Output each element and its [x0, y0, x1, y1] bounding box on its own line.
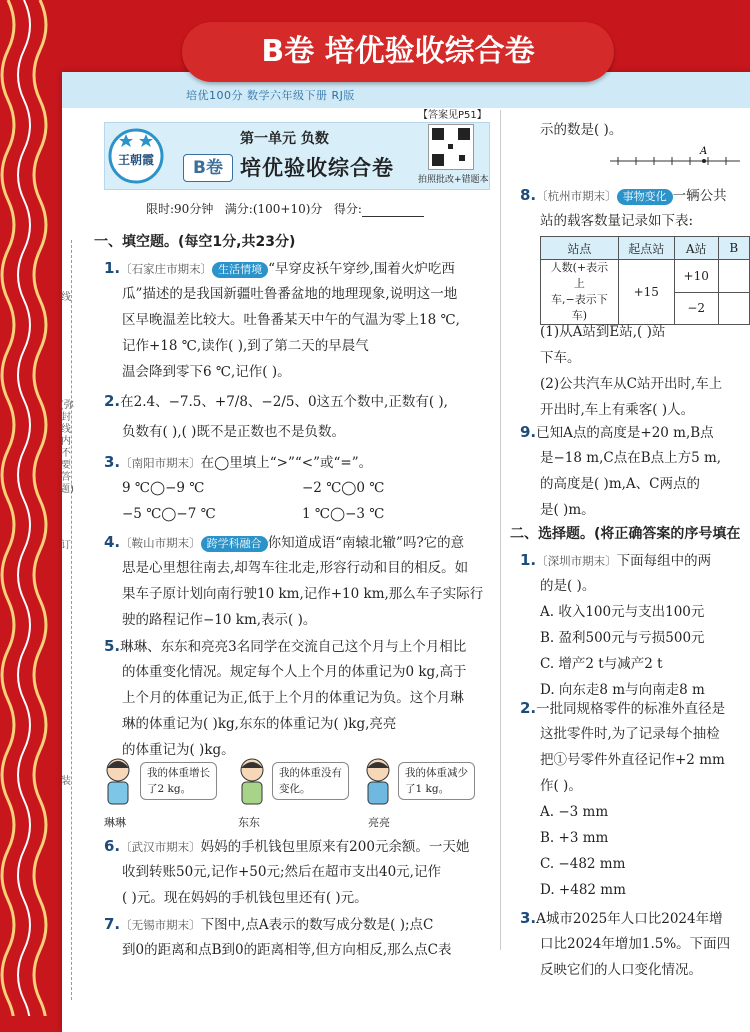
- question-4-line-4: 驶的路程记作−10 km,表示( )。: [122, 612, 317, 628]
- question-source: 〔武汉市期末〕: [120, 840, 201, 854]
- boy-illustration-liangliang: [358, 756, 398, 812]
- logo-text: 王朝霞: [117, 153, 155, 167]
- question-9-line-2: 是−18 m,C点在B点上方5 m,: [540, 450, 722, 466]
- question-number: 3.: [104, 453, 121, 471]
- table-header: 站点: [541, 237, 619, 260]
- section-multiple-choice: 二、选择题。(将正确答案的序号填在: [510, 526, 741, 542]
- time-limit: 限时:90分钟: [146, 202, 214, 216]
- question-text: 妈妈的手机钱包里原来有200元余额。一天她: [200, 839, 470, 855]
- page-banner-title: B卷 培优验收综合卷: [182, 22, 614, 82]
- publisher-logo: [108, 124, 164, 186]
- point-a-label: A: [700, 146, 708, 157]
- question-number: 5.: [104, 637, 121, 655]
- question-number: 9.: [520, 423, 537, 441]
- question-5-line-1: [104, 634, 466, 660]
- question-8-sub-1b: 下车。: [540, 350, 581, 366]
- table-row-label: 人数(+表示上 车,−表示下车): [541, 260, 619, 325]
- side-note: (弥封线内不要答题): [60, 400, 74, 495]
- table-cell: [718, 260, 749, 293]
- choice-1-line-1: [520, 548, 711, 574]
- choice-3-line-3: 反映它们的人口变化情况。: [540, 962, 702, 978]
- question-7-line-1: [104, 912, 433, 938]
- table-header: B: [718, 237, 749, 260]
- question-1-line-1: [104, 256, 455, 282]
- question-number: 2.: [520, 699, 537, 717]
- question-tag: 生活情境: [212, 262, 268, 278]
- question-6-line-2: 收到转账50元,记作+50元;然后在超市支出40元,记作: [122, 864, 441, 880]
- question-number: 4.: [104, 533, 121, 551]
- side-label-ding: 订: [61, 540, 71, 551]
- question-5-line-4: 琳的体重记为( )kg,东东的体重记为( )kg,亮亮: [122, 716, 397, 732]
- choice-3-line-1: [520, 906, 723, 932]
- question-7-line-2: 到0的距离和点B到0的距离相等,但方向相反,那么点C表: [122, 942, 452, 958]
- question-1-line-3: 区早晚温差比较大。吐鲁番某天中午的气温为零上18 ℃,: [122, 312, 460, 328]
- answer-reference: 【答案见P51】: [418, 110, 487, 121]
- table-header: A站: [674, 237, 718, 260]
- kid-name-linlin: 琳琳: [104, 816, 126, 829]
- qr-code[interactable]: [428, 124, 474, 170]
- table-header: 起点站: [618, 237, 674, 260]
- question-4-line-1: [104, 530, 464, 556]
- question-text: 你知道成语“南辕北辙”吗?它的意: [267, 535, 465, 551]
- table-cell: −2: [674, 292, 718, 325]
- question-number: 7.: [104, 915, 121, 933]
- choice-option[interactable]: D. 向东走8 m与向南走8 m: [540, 682, 705, 698]
- question-number: 2.: [104, 392, 121, 410]
- choice-option[interactable]: A. 收入100元与支出100元: [540, 604, 705, 620]
- question-5-line-2: 的体重变化情况。规定每个人上个月的体重记为0 kg,高于: [122, 664, 467, 680]
- question-source: 〔鞍山市期末〕: [120, 536, 201, 550]
- question-6-line-3: ( )元。现在妈妈的手机钱包里还有( )元。: [122, 890, 368, 906]
- passenger-table: [540, 236, 750, 325]
- compare-item-a[interactable]: 9 ℃◯−9 ℃: [122, 480, 205, 496]
- table-cell: +10: [674, 260, 718, 293]
- qr-icon: [429, 125, 473, 169]
- question-9-line-4: 是( )m。: [540, 502, 595, 518]
- question-source: 〔无锡市期末〕: [120, 918, 201, 932]
- question-9-line-3: 的高度是( )m,A、C两点的: [540, 476, 700, 492]
- question-source: 〔深圳市期末〕: [536, 554, 617, 568]
- book-series-label: 培优100分 数学六年级下册 RJ版: [186, 89, 355, 102]
- question-2-line-2: 负数有( ),( )既不是正数也不是负数。: [122, 424, 345, 440]
- question-number: 8.: [520, 186, 537, 204]
- question-1-line-2: 瓜”描述的是我国新疆吐鲁番盆地的地理现象,说明这一地: [122, 286, 458, 302]
- question-3-line-1: [104, 450, 372, 476]
- question-text: 在◯里填上“>”“<”或“=”。: [200, 455, 373, 471]
- choice-option[interactable]: C. 增产2 t与减产2 t: [540, 656, 663, 672]
- choice-1-line-2: 的是( )。: [540, 578, 596, 594]
- question-text: 下面每组中的两: [616, 553, 712, 569]
- question-text: 已知A点的高度是+20 m,B点: [536, 425, 714, 441]
- question-text: 在2.4、−7.5、+7/8、−2/5、0这五个数中,正数有( ),: [120, 394, 448, 410]
- side-label-zhuang: 装: [61, 776, 71, 787]
- question-8-sub-2: (2)公共汽车从C站开出时,车上: [540, 376, 723, 392]
- compare-item-b[interactable]: −2 ℃◯0 ℃: [302, 480, 385, 496]
- question-tag: 跨学科融合: [201, 536, 268, 552]
- question-text: 琳琳、东东和亮亮3名同学在交流自己这个月与上个月相比: [120, 639, 467, 655]
- question-source: 〔杭州市期末〕: [536, 189, 617, 203]
- question-5-line-3: 上个月的体重记为正,低于上个月的体重记为负。这个月琳: [122, 690, 464, 706]
- question-4-line-2: 思是心里想往南去,却驾车往北走,形容行动和目的相反。如: [122, 560, 469, 576]
- score-blank[interactable]: [362, 204, 424, 217]
- column-divider: [500, 110, 501, 950]
- girl-illustration: [98, 756, 138, 812]
- unit-title: 第一单元 负数: [240, 131, 329, 147]
- point-a-marker: [702, 159, 706, 163]
- question-text: A城市2025年人口比2024年增: [536, 911, 723, 927]
- choice-3-line-2: 口比2024年增加1.5%。下面四: [540, 936, 731, 952]
- exam-meta: [146, 200, 424, 217]
- compare-item-c[interactable]: −5 ℃◯−7 ℃: [122, 506, 216, 522]
- question-8-sub-1: (1)从A站到E站,( )站: [540, 324, 666, 340]
- question-number: 3.: [520, 909, 537, 927]
- question-2-line-1: [104, 389, 448, 415]
- kid-name-liangliang: 亮亮: [368, 816, 390, 829]
- number-line: [610, 145, 740, 171]
- question-number: 1.: [104, 259, 121, 277]
- question-5-line-5: 的体重记为( )kg。: [122, 742, 235, 758]
- question-8-line-2: 站的载客数量记录如下表:: [540, 213, 694, 229]
- choice-option[interactable]: B. 盈利500元与亏损500元: [540, 630, 705, 646]
- table-cell: +15: [618, 260, 674, 325]
- question-1-line-5: 温会降到零下6 ℃,记作( )。: [122, 364, 291, 380]
- paper-main-title: 培优验收综合卷: [240, 156, 394, 180]
- question-number: 6.: [104, 837, 121, 855]
- section-fill-in: 一、填空题。(每空1分,共23分): [94, 234, 296, 250]
- score-label: 得分:: [333, 202, 362, 216]
- question-9-line-1: [520, 420, 714, 446]
- question-6-line-1: [104, 834, 469, 860]
- question-text: 一批同规格零件的标准外直径是: [536, 701, 726, 717]
- question-1-line-4: 记作+18 ℃,读作( ),到了第二天的早晨气: [122, 338, 369, 354]
- choice-option[interactable]: B. +3 mm: [540, 830, 609, 846]
- choice-2-line-3: 把①号零件外直径记作+2 mm: [540, 752, 725, 768]
- question-7-line-3: 示的数是( )。: [540, 122, 623, 138]
- side-label-line: 线: [61, 292, 71, 303]
- question-source: 〔石家庄市期末〕: [120, 262, 213, 276]
- question-number: 1.: [520, 551, 537, 569]
- compare-item-d[interactable]: 1 ℃◯−3 ℃: [302, 506, 385, 522]
- question-8-line-1: [520, 183, 727, 209]
- qr-caption: 拍照批改+错题本: [418, 175, 489, 185]
- kid-name-dongdong: 东东: [238, 816, 260, 829]
- speech-bubble-linlin: 我的体重增长 了2 kg。: [140, 762, 217, 800]
- question-8-sub-2b: 开出时,车上有乘客( )人。: [540, 402, 695, 418]
- question-tag: 事物变化: [617, 189, 673, 205]
- choice-option[interactable]: D. +482 mm: [540, 882, 626, 898]
- full-score: 满分:(100+10)分: [224, 202, 323, 216]
- question-text: 一辆公共: [672, 188, 727, 204]
- question-source: 〔南阳市期末〕: [120, 456, 201, 470]
- paper-b-badge: B卷: [183, 154, 233, 182]
- choice-option[interactable]: C. −482 mm: [540, 856, 626, 872]
- question-text: “早穿皮袄午穿纱,围着火炉吃西: [268, 261, 455, 277]
- choice-2-line-1: [520, 696, 725, 722]
- question-4-line-3: 果车子原计划向南行驶10 km,记作+10 km,那么车子实际行: [122, 586, 484, 602]
- boy-illustration-dongdong: [232, 756, 272, 812]
- question-text: 下图中,点A表示的数写成分数是( );点C: [200, 917, 434, 933]
- speech-bubble-dongdong: 我的体重没有 变化。: [272, 762, 349, 800]
- binding-cut-line: [71, 240, 72, 1000]
- choice-2-line-2: 这批零件时,为了记录每个抽检: [540, 726, 720, 742]
- choice-option[interactable]: A. −3 mm: [540, 804, 609, 820]
- choice-2-line-4: 作( )。: [540, 778, 582, 794]
- speech-bubble-liangliang: 我的体重减少 了1 kg。: [398, 762, 475, 800]
- table-cell: [718, 292, 749, 325]
